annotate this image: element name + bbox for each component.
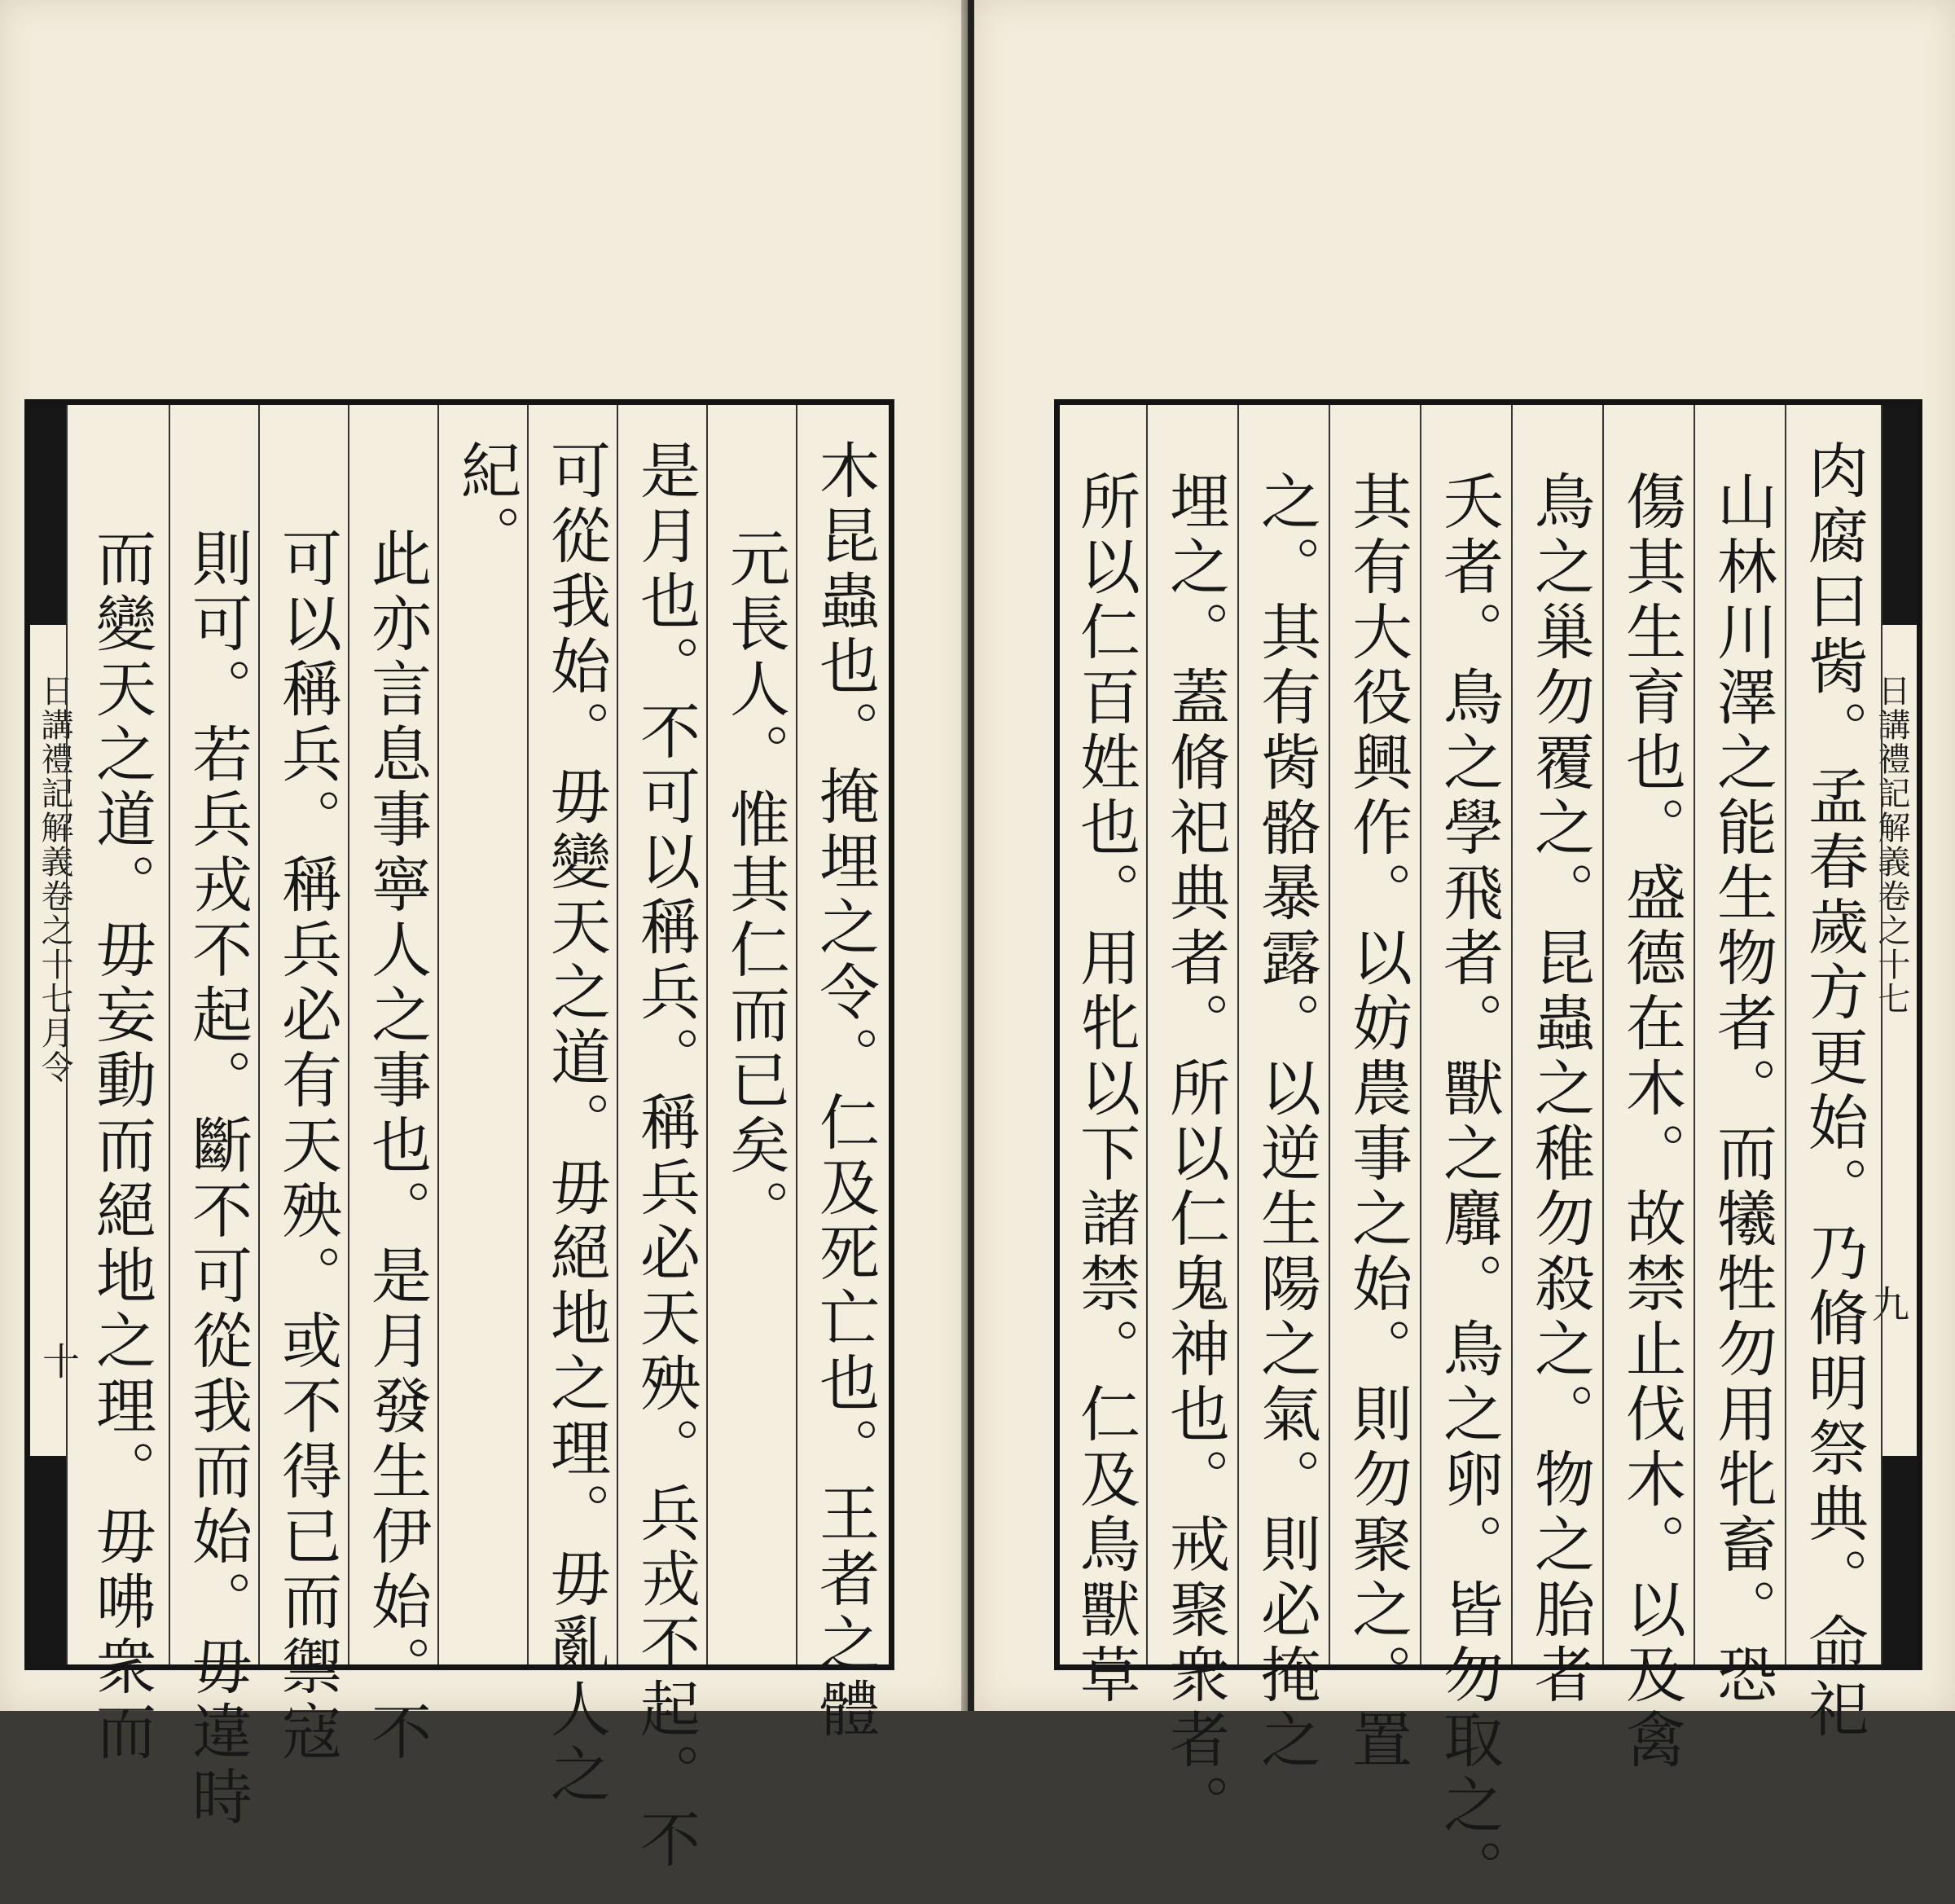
right-column-5: 夭者。鳥之學飛者。獸之麛。鳥之卵。皆勿取之。 — [1434, 470, 1504, 1904]
left-spine-label: 日講禮記解義卷之十七月令 — [36, 674, 73, 1084]
right-column-6: 其有大役興作。以妨農事之始。則勿聚之。置 — [1342, 470, 1412, 1774]
left-spine-rule — [66, 405, 68, 1664]
left-column-1: 木昆蟲也。掩埋之令。仁及死亡也。王者之體 — [810, 439, 880, 1743]
left-column-4: 可從我始。毋變天之道。毋絕地之理。毋亂人之 — [541, 439, 611, 1808]
right-column-1: 肉腐曰胔。孟春歲方更始。乃脩明祭典。命祀 — [1799, 439, 1869, 1743]
right-fishtail-top — [1881, 405, 1917, 625]
left-spine-number: 十 — [37, 1342, 81, 1379]
left-column-9: 而變天之道。毋妄動而絕地之理。毋咈衆而 — [86, 527, 156, 1765]
left-column-2: 元長人。惟其仁而已矣。 — [720, 527, 790, 1244]
left-column-7: 可以稱兵。稱兵必有天殃。或不得已而禦寇 — [272, 527, 342, 1765]
left-page-frame — [24, 399, 894, 1873]
right-column-7: 之。其有胔骼暴露。以逆生陽之氣。則必掩之 — [1251, 470, 1321, 1774]
right-spine-label: 日講禮記解義卷之十七 — [1873, 674, 1910, 1016]
right-column-9: 所以仁百姓也。用牝以下諸禁。仁及鳥獸草 — [1070, 470, 1140, 1708]
right-fishtail-bottom — [1881, 1456, 1917, 1668]
left-column-3: 是月也。不可以稱兵。稱兵必天殃。兵戎不起。不 — [630, 439, 701, 1873]
right-page-frame — [1054, 399, 1922, 1904]
left-page — [0, 0, 968, 1873]
right-column-2: 山林川澤之能生物者。而犧牲勿用牝畜。恐 — [1707, 470, 1777, 1708]
right-column-8: 埋之。蓋脩祀典者。所以仁鬼神也。戒聚衆者。 — [1160, 470, 1230, 1839]
left-column-8: 則可。若兵戎不起。斷不可從我而始。毋違時 — [182, 527, 253, 1831]
right-spine-rule — [1881, 405, 1883, 1664]
right-spine-number: 九 — [1866, 1285, 1910, 1322]
right-column-4: 鳥之巢勿覆之。昆蟲之稚勿殺之。物之胎者 — [1525, 470, 1595, 1708]
left-column-5: 紀。 — [451, 439, 521, 569]
right-page — [974, 0, 1955, 1904]
left-column-6: 此亦言息事寧人之事也。是月發生伊始。不 — [362, 527, 432, 1765]
left-fishtail-bottom — [30, 1456, 66, 1668]
column-rule — [169, 405, 170, 1664]
left-fishtail-top — [30, 405, 66, 625]
right-column-3: 傷其生育也。盛德在木。故禁止伐木。以及禽 — [1616, 470, 1686, 1774]
